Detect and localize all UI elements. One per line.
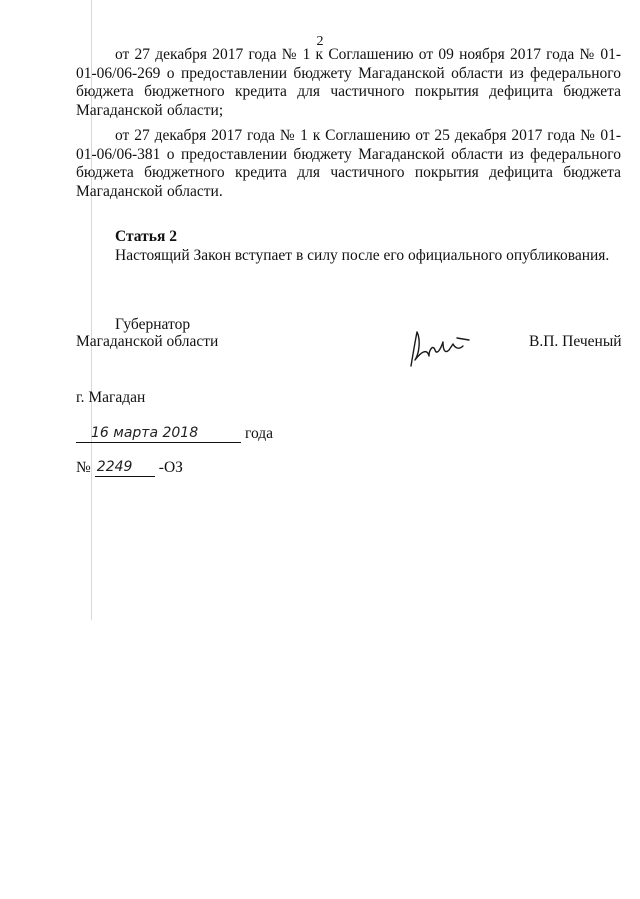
article-heading: Статья 2 xyxy=(115,228,177,245)
date-suffix: года xyxy=(245,425,274,442)
article-text: Настоящий Закон вступает в силу после его официального опубликования. xyxy=(115,247,610,264)
law-number-suffix: -ОЗ xyxy=(158,459,183,476)
handwritten-date: 16 марта 2018 xyxy=(76,425,241,443)
page-number: 2 xyxy=(316,34,324,49)
paragraph-agreement-2 xyxy=(76,127,621,201)
paragraph-agreement-1-text: от 27 декабря 2017 года № 1 к Соглашению от 09 ноября 2017 года № 01-01-06/06-269 о предоставлении бюджету Магаданской области из федерального бюджета бюджетного кредита для частичного покрытия дефицита бюджета Магаданской области; xyxy=(76,46,621,119)
paragraph-agreement-2-text: от 27 декабря 2017 года № 1 к Соглашению от 25 декабря 2017 года № 01-01-06/06-381 о предоставлении бюджету Магаданской области из федерального бюджета бюджетного кредита для частичного покрытия дефицита бюджета Магаданской области. xyxy=(76,127,621,200)
handwritten-signature xyxy=(405,320,475,370)
handwritten-law-number: 2249 xyxy=(95,459,155,477)
date-line xyxy=(76,425,273,443)
law-number-prefix: № xyxy=(76,459,91,476)
signatory-name: В.П. Печеный xyxy=(529,333,622,350)
city-line: г. Магадан xyxy=(76,389,146,406)
paragraph-agreement-1 xyxy=(76,46,621,120)
law-number-line xyxy=(76,459,183,477)
signatory-title-line1: Губернатор xyxy=(115,316,191,333)
signatory-title-line2: Магаданской области xyxy=(76,333,219,350)
